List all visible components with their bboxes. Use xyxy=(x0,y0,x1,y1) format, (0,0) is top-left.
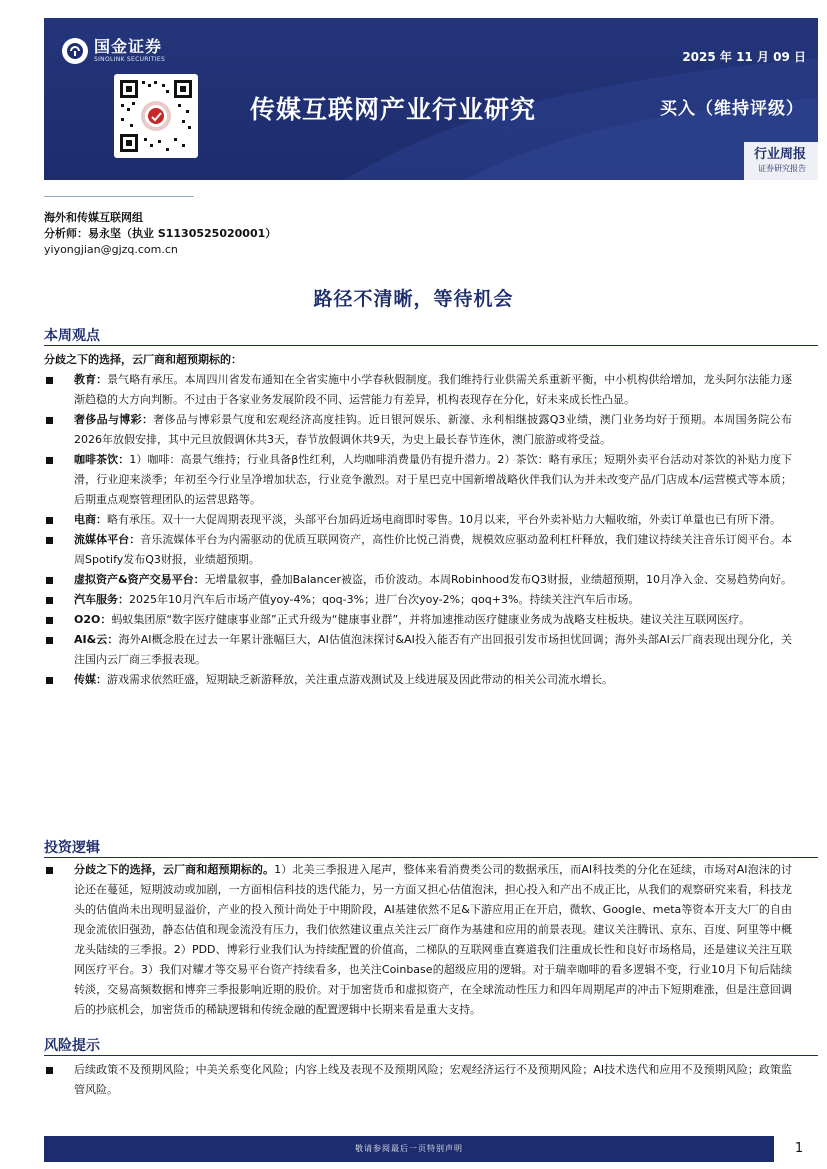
bullet-square-icon xyxy=(46,417,53,424)
bullet-square-icon xyxy=(46,867,53,874)
item-text: 后续政策不及预期风险；中美关系变化风险；内容上线及表现不及预期风险；宏观经济运行不及预期风险；AI技术迭代和应用不及预期风险；政策监管风险。 xyxy=(74,1063,792,1096)
item-key: 流媒体平台： xyxy=(74,533,141,546)
list-item xyxy=(44,370,792,410)
divider xyxy=(44,196,194,197)
risk-body xyxy=(44,1060,792,1100)
list-item xyxy=(44,450,792,510)
list-item xyxy=(44,410,792,450)
item-key: 咖啡茶饮： xyxy=(74,453,130,466)
report-date: 2025 年 11 月 09 日 xyxy=(682,50,806,64)
list-item xyxy=(44,630,792,670)
bullet-square-icon xyxy=(46,537,53,544)
item-text: 游戏需求依然旺盛，短期缺乏新游释放，关注重点游戏测试及上线进展及因此带动的相关公司流水增长。 xyxy=(107,673,613,686)
item-key: O2O： xyxy=(74,613,112,626)
item-text: 无增量叙事，叠加Balancer被盗，币价波动。本周Robinhood发布Q3财报，业绩超预期，10月净入金、交易趋势向好。 xyxy=(204,573,792,586)
company-logo-mark-icon xyxy=(62,38,88,64)
bullet-square-icon xyxy=(46,1067,53,1074)
item-text: 海外AI概念股在过去一年累计涨幅巨大，AI估值泡沫探讨&AI投入能否有产出回报引发市场担忧回调；海外头部AI云厂商表现出现分化，关注国内云厂商三季报表现。 xyxy=(74,633,792,666)
bullet-square-icon xyxy=(46,377,53,384)
page-number: 1 xyxy=(794,1141,804,1156)
section-heading-risk: 风险提示 xyxy=(44,1038,818,1056)
item-text: 蚂蚁集团原“数字医疗健康事业部”正式升级为“健康事业群”，并将加速推动医疗健康业务成为战略支柱板块。建议关注互联网医疗。 xyxy=(111,613,751,626)
bullet-square-icon xyxy=(46,677,53,684)
list-item xyxy=(44,570,792,590)
report-banner xyxy=(44,18,818,180)
bullet-square-icon xyxy=(46,597,53,604)
item-key: 虚拟资产&资产交易平台： xyxy=(74,573,205,586)
section-heading-weekly: 本周观点 xyxy=(44,328,818,346)
analyst-email[interactable]: yiyongjian@gjzq.com.cn xyxy=(44,243,178,256)
logic-body xyxy=(44,860,792,1020)
item-text: 1）北美三季报进入尾声，整体来看消费类公司的数据承压，而AI科技类的分化在延续，市场对AI泡沫的讨论还在蔓延，短期波动或加剧，一方面相信科技的迭代能力，另一方面又担心估值泡沫，担心投入和产出不成正比，从我们的观察研究来看，科技龙头的估值尚未出现明显溢价，产业的投入预计尚处于中期阶段，AI基建依然不足&下游应用正在开启，微软、Google、meta等资本开支大厂的自由现金流依旧强劲，静态估值和现金流没有压力，我们依然建议重点关注云厂商作为基建和应用的前景表现。建议关注腾讯、京东、百度、阿里等中概龙头陆续的三季报。2）PDD、博彩行业我们认为持续配置的价值高，二梯队的互联网垂直赛道我们注重成长性和良好市场格局，还是建议关注互联网医疗平台。3）我们对耀才等交易平台资产持续看多，也关注Coinbase的超级应用的逻辑。对于瑞幸咖啡的看多逻辑不变，行业10月下旬后陆续转淡，交易高频数据和博弈三季报影响近期的股价。对于加密货币和虚拟资产，在全球流动性压力和四年周期尾声的冲击下短期难涨，但是注意回调后的抄底机会，加密货币的稀缺逻辑和传统金融的配置逻辑中长期来看是重大支持。 xyxy=(74,863,792,1016)
analyst-info xyxy=(44,210,276,258)
bullet-square-icon xyxy=(46,637,53,644)
section-heading-logic: 投资逻辑 xyxy=(44,840,818,858)
item-text: 奢侈品与博彩景气度和宏观经济高度挂钩。近日银河娱乐、新濠、永利相继披露Q3业绩，澳门业务均好于预期。本周国务院公布2026年放假安排，其中元旦放假调休共3天，春节放假调休共9天，为史上最长春节连休，澳门旅游或将受益。 xyxy=(74,413,792,446)
list-item xyxy=(44,1060,792,1100)
footer-disclaimer: 敬请参阅最后一页特别声明 xyxy=(44,1136,774,1162)
bullet-square-icon xyxy=(46,457,53,464)
qr-code-icon xyxy=(114,74,198,158)
report-type-box xyxy=(744,142,818,180)
report-industry-title: 传媒互联网产业行业研究 xyxy=(250,95,537,124)
page-title: 路径不清晰，等待机会 xyxy=(313,288,514,310)
bullet-square-icon xyxy=(46,577,53,584)
item-text: 景气略有承压。本周四川省发布通知在全省实施中小学春秋假制度。我们维持行业供需关系重新平衡，中小机构供给增加，龙头阿尔法能力逐渐趋稳的大方向判断。不过由于各家业务发展阶段不同、运营能力有差异，机构表现存在分化，好未来成长性凸显。 xyxy=(74,373,792,406)
item-text: 1）咖啡：高景气维持；行业具备β性红利，人均咖啡消费量仍有提升潜力。2）茶饮：略有承压；短期外卖平台活动对茶饮的补贴力度下滑，行业迎来淡季；年初至今行业呈净增加状态，行业竞争激烈。对于星巴克中国新增战略伙伴我们认为并未改变产品/门店成本/运营模式等本质；后期重点观察管理团队的运营思路等。 xyxy=(74,453,793,506)
weekly-view-body xyxy=(44,350,792,690)
list-item xyxy=(44,610,792,630)
item-key: 奢侈品与博彩： xyxy=(74,413,154,426)
rating-label: 买入（维持评级） xyxy=(660,99,804,119)
list-item xyxy=(44,530,792,570)
analyst-line: 分析师：易永坚（执业 S1130525020001） xyxy=(44,227,277,240)
weekly-subhead: 分歧之下的选择，云厂商和超预期标的： xyxy=(44,353,242,366)
item-key: 教育： xyxy=(74,373,108,386)
bullet-square-icon xyxy=(46,617,53,624)
item-text: 音乐流媒体平台为内需驱动的优质互联网资产，高性价比悦己消费，规模效应驱动盈利杠杆释放，我们建议持续关注音乐订阅平台。本周Spotify发布Q3财报，业绩超预期。 xyxy=(74,533,792,566)
list-item xyxy=(44,510,792,530)
item-key: AI&云： xyxy=(74,633,119,646)
list-item xyxy=(44,670,792,690)
list-item xyxy=(44,590,792,610)
bullet-square-icon xyxy=(46,517,53,524)
company-name-en: SINOLINK SECURITIES xyxy=(94,56,166,63)
report-subtype: 证券研究报告 xyxy=(758,164,806,173)
item-key: 传媒： xyxy=(74,673,107,686)
item-key: 电商： xyxy=(74,513,107,526)
company-name-cn: 国金证券 xyxy=(94,37,163,56)
item-text: 略有承压。双十一大促周期表现平淡，头部平台加码近场电商即时零售。10月以来，平台外卖补贴力大幅收缩，外卖订单量也已有所下滑。 xyxy=(107,513,781,526)
analyst-group: 海外和传媒互联网组 xyxy=(44,211,143,224)
report-type: 行业周报 xyxy=(753,147,806,162)
item-key: 汽车服务： xyxy=(74,593,129,606)
item-text: 2025年10月汽车后市场产值yoy-4%；qoq-3%；进厂台次yoy-2%；qoq+3%。持续关注汽车后市场。 xyxy=(129,593,640,606)
list-item xyxy=(44,860,792,1020)
item-key: 分歧之下的选择，云厂商和超预期标的。 xyxy=(74,863,275,876)
company-logo xyxy=(62,38,165,64)
